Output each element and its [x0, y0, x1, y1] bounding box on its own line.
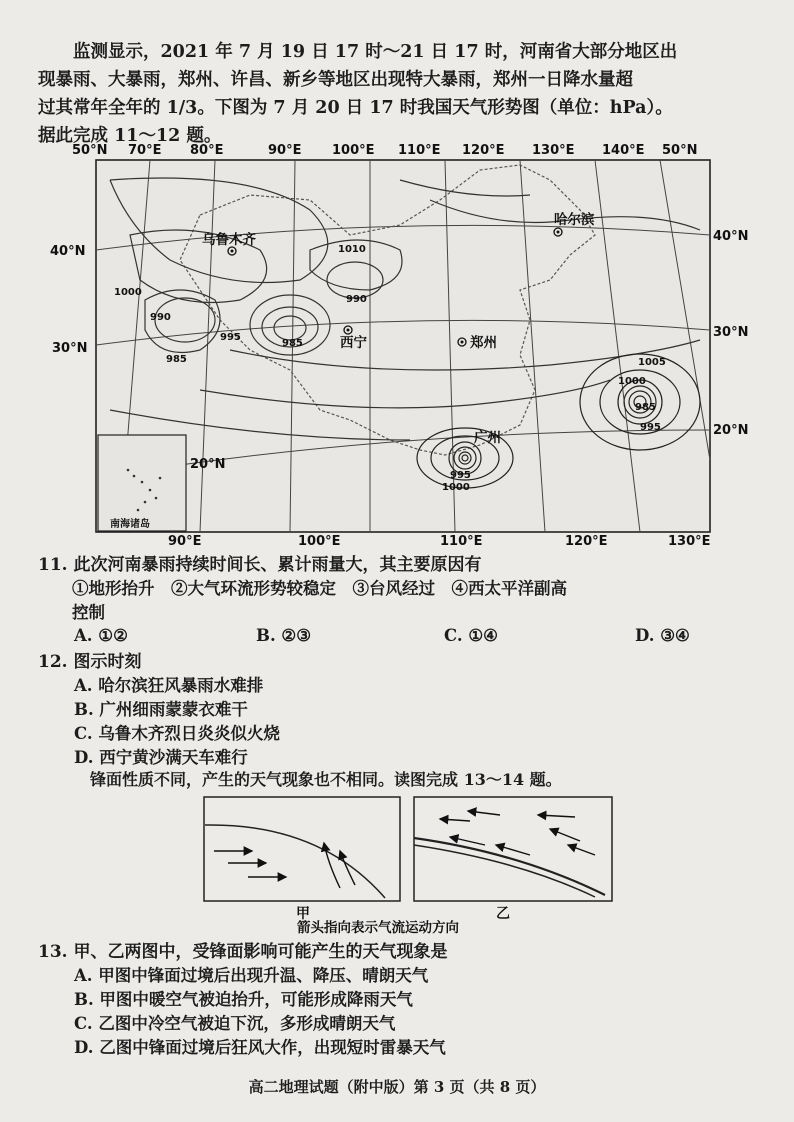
- q13-option-a[interactable]: A. 甲图中锋面过境后出现升温、降压、晴朗天气: [74, 966, 429, 985]
- svg-text:1005: 1005: [638, 357, 666, 368]
- city-urumqi: 乌鲁木齐: [202, 232, 256, 248]
- intro-paragraph: [38, 38, 768, 150]
- svg-text:110°E: 110°E: [440, 534, 483, 549]
- q11-option-b[interactable]: B. ②③: [256, 626, 312, 645]
- left-coordinate-labels: [50, 244, 87, 356]
- q11-items: ①地形抬升 ②大气环流形势较稳定 ③台风经过 ④西太平洋副高: [72, 579, 567, 598]
- intro-line: 据此完成 11～12 题。: [38, 126, 222, 146]
- diagram-jia: [204, 797, 400, 901]
- city-guangzhou: 广州: [474, 430, 501, 446]
- weather-map-svg: [50, 140, 749, 550]
- front-diagrams-svg: [200, 793, 620, 936]
- svg-text:140°E: 140°E: [602, 143, 645, 158]
- city-harbin: 哈尔滨: [554, 212, 595, 228]
- right-coordinate-labels: [713, 229, 748, 438]
- q13-stem: 13. 甲、乙两图中，受锋面影响可能产生的天气现象是: [38, 942, 448, 962]
- svg-text:1010: 1010: [338, 244, 366, 255]
- bottom-coordinate-labels: [168, 534, 711, 549]
- q13-14-intro: 锋面性质不同，产生的天气现象也不相同。读图完成 13～14 题。: [90, 770, 562, 789]
- svg-text:90°E: 90°E: [168, 534, 202, 549]
- q11-option-c[interactable]: C. ①④: [444, 626, 498, 645]
- svg-text:120°E: 120°E: [462, 143, 505, 158]
- intro-line: 监测显示，2021 年 7 月 19 日 17 时～21 日 17 时，河南省大部分地区出: [73, 42, 678, 62]
- top-coordinate-labels: [72, 143, 697, 158]
- svg-text:40°N: 40°N: [713, 229, 749, 244]
- svg-text:990: 990: [346, 294, 367, 305]
- svg-text:30°N: 30°N: [713, 325, 749, 340]
- q12-option-c[interactable]: C. 乌鲁木齐烈日炎炎似火烧: [74, 724, 280, 743]
- intro-line: 过其常年全年的 1/3。下图为 7 月 20 日 17 时我国天气形势图（单位：hPa）。: [38, 98, 673, 118]
- q11-stem: 11. 此次河南暴雨持续时间长、累计雨量大，其主要原因有: [38, 555, 482, 575]
- q12-option-a[interactable]: A. 哈尔滨狂风暴雨水难排: [74, 676, 264, 695]
- svg-text:130°E: 130°E: [668, 534, 711, 549]
- svg-text:50°N: 50°N: [72, 143, 108, 158]
- svg-text:100°E: 100°E: [298, 534, 341, 549]
- q12-option-d[interactable]: D. 西宁黄沙满天车难行: [74, 748, 248, 767]
- svg-text:100°E: 100°E: [332, 143, 375, 158]
- city-zhengzhou: 郑州: [470, 335, 497, 351]
- svg-text:995: 995: [220, 332, 241, 343]
- q11-items-cont: 控制: [72, 603, 105, 622]
- svg-text:985: 985: [166, 354, 187, 365]
- svg-text:130°E: 130°E: [532, 143, 575, 158]
- svg-text:985: 985: [282, 338, 303, 349]
- weather-map: [50, 140, 749, 550]
- q11-option-d[interactable]: D. ③④: [635, 626, 690, 645]
- svg-text:40°N: 40°N: [50, 244, 86, 259]
- svg-text:995: 995: [450, 470, 471, 481]
- svg-text:90°E: 90°E: [268, 143, 302, 158]
- q12-stem: 12. 图示时刻: [38, 652, 142, 672]
- svg-text:1000: 1000: [114, 287, 142, 298]
- inner-lat-label: 20°N: [190, 457, 226, 472]
- q11-option-a[interactable]: A. ①②: [74, 626, 128, 645]
- inset-caption: 南海诸岛: [110, 519, 150, 530]
- diagram-caption: 箭头指向表示气流运动方向: [297, 920, 459, 936]
- svg-text:30°N: 30°N: [52, 341, 88, 356]
- svg-text:1000: 1000: [442, 482, 470, 493]
- q12-option-b[interactable]: B. 广州细雨蒙蒙衣难干: [74, 700, 248, 719]
- svg-text:20°N: 20°N: [713, 423, 749, 438]
- svg-text:110°E: 110°E: [398, 143, 441, 158]
- front-diagrams: [200, 793, 620, 936]
- svg-text:80°E: 80°E: [190, 143, 224, 158]
- svg-text:990: 990: [150, 312, 171, 323]
- label-jia: 甲: [296, 906, 310, 922]
- intro-line: 现暴雨、大暴雨，郑州、许昌、新乡等地区出现特大暴雨，郑州一日降水量超: [38, 70, 633, 90]
- svg-text:995: 995: [640, 422, 661, 433]
- svg-text:985: 985: [635, 402, 656, 413]
- city-xining: 西宁: [340, 335, 367, 351]
- q13-option-d[interactable]: D. 乙图中锋面过境后狂风大作，出现短时雷暴天气: [74, 1038, 446, 1057]
- svg-text:120°E: 120°E: [565, 534, 608, 549]
- label-yi: 乙: [496, 906, 510, 922]
- svg-text:50°N: 50°N: [662, 143, 698, 158]
- q13-option-b[interactable]: B. 甲图中暖空气被迫抬升，可能形成降雨天气: [74, 990, 413, 1009]
- page-footer: 高二地理试题（附中版）第 3 页（共 8 页）: [248, 1078, 546, 1096]
- svg-text:70°E: 70°E: [128, 143, 162, 158]
- q13-option-c[interactable]: C. 乙图中冷空气被迫下沉，多形成晴朗天气: [74, 1014, 396, 1033]
- svg-text:1000: 1000: [618, 376, 646, 387]
